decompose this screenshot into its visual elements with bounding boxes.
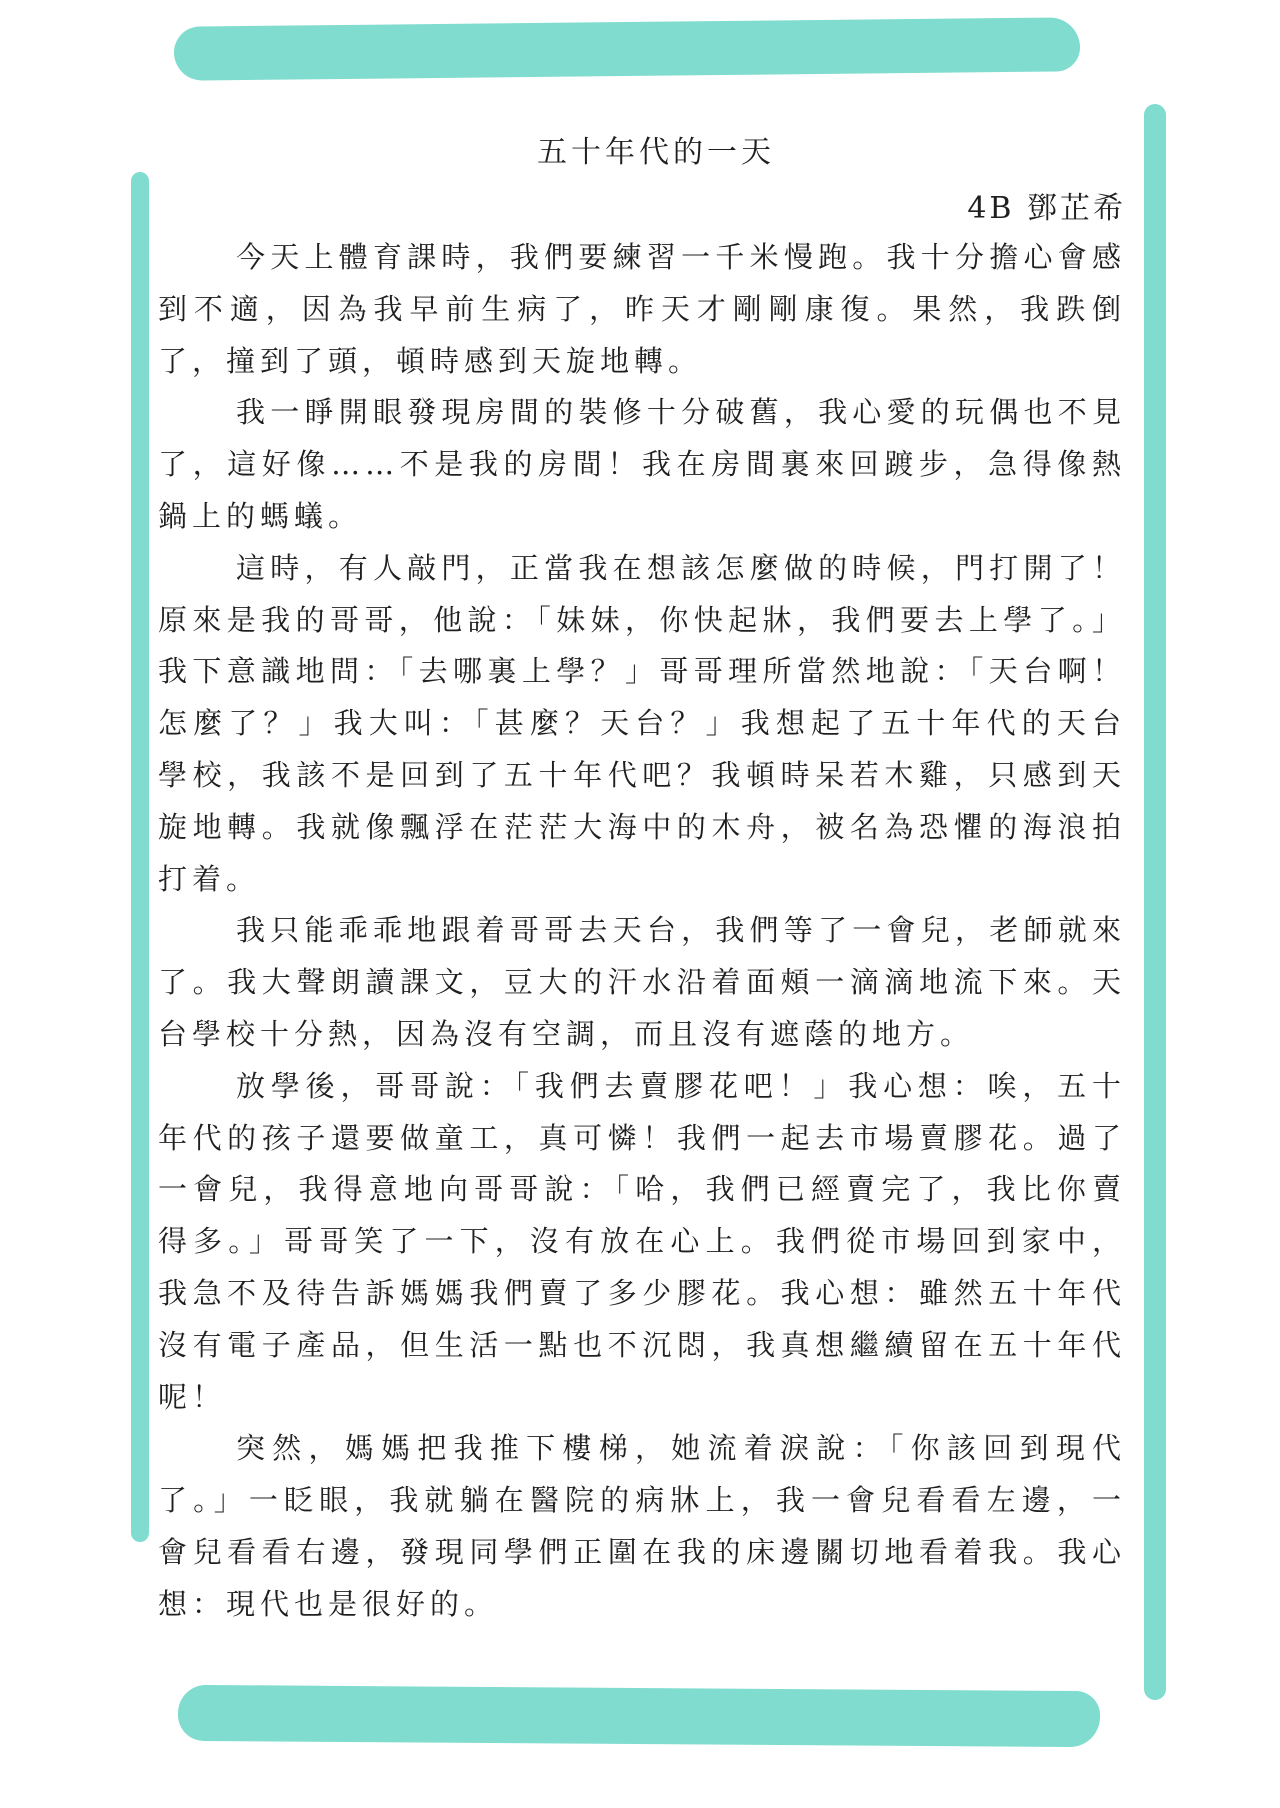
essay-document [158,132,1138,1631]
essay-paragraph-6: 突然，媽媽把我推下樓梯，她流着淚說：「你該回到現代了。」一眨眼，我就躺在醫院的病牀上，我一會兒看看左邊，一會兒看看右邊，發現同學們正圍在我的床邊關切地看着我。我心想：現代也是很好的。 [158,1431,1126,1621]
essay-paragraph-5: 放學後，哥哥說：「我們去賣膠花吧！」我心想：唉，五十年代的孩子還要做童工，真可憐！我們一起去市場賣膠花。過了一會兒，我得意地向哥哥說：「哈，我們已經賣完了，我比你賣得多。」哥哥笑了一下，沒有放在心上。我們從市場回到家中，我急不及待告訴媽媽我們賣了多少膠花。我心想：雖然五十年代沒有電子產品，但生活一點也不沉悶，我真想繼續留在五十年代呢！ [158,1068,1126,1414]
frame-stroke-bottom [178,1685,1100,1747]
essay-title: 五十年代的一天 [537,135,775,170]
frame-stroke-top [174,17,1081,80]
essay-paragraph-2: 我一睜開眼發現房間的裝修十分破舊，我心愛的玩偶也不見了，這好像……不是我的房間！我在房間裏來回踱步，急得像熱鍋上的螞蟻。 [158,395,1126,533]
essay-paragraph-4: 我只能乖乖地跟着哥哥去天台，我們等了一會兒，老師就來了。我大聲朗讀課文，豆大的汗水沿着面頰一滴滴地流下來。天台學校十分熱，因為沒有空調，而且沒有遮蔭的地方。 [158,913,1126,1051]
frame-stroke-left [131,172,149,1542]
essay-author: 4B 鄧芷希 [967,191,1126,226]
frame-stroke-right [1144,104,1166,1700]
essay-paragraph-3: 這時，有人敲門，正當我在想該怎麼做的時候，門打開了！原來是我的哥哥，他說：「妹妹，你快起牀，我們要去上學了。」我下意識地問：「去哪裏上學？」哥哥理所當然地說：「天台啊！怎麼了？」我大叫：「甚麼？天台？」我想起了五十年代的天台學校，我該不是回到了五十年代吧？我頓時呆若木雞，只感到天旋地轉。我就像飄浮在茫茫大海中的木舟，被名為恐懼的海浪拍打着。 [158,550,1126,896]
essay-paragraph-1: 今天上體育課時，我們要練習一千米慢跑。我十分擔心會感到不適，因為我早前生病了，昨天才剛剛康復。果然，我跌倒了，撞到了頭，頓時感到天旋地轉。 [158,240,1126,378]
